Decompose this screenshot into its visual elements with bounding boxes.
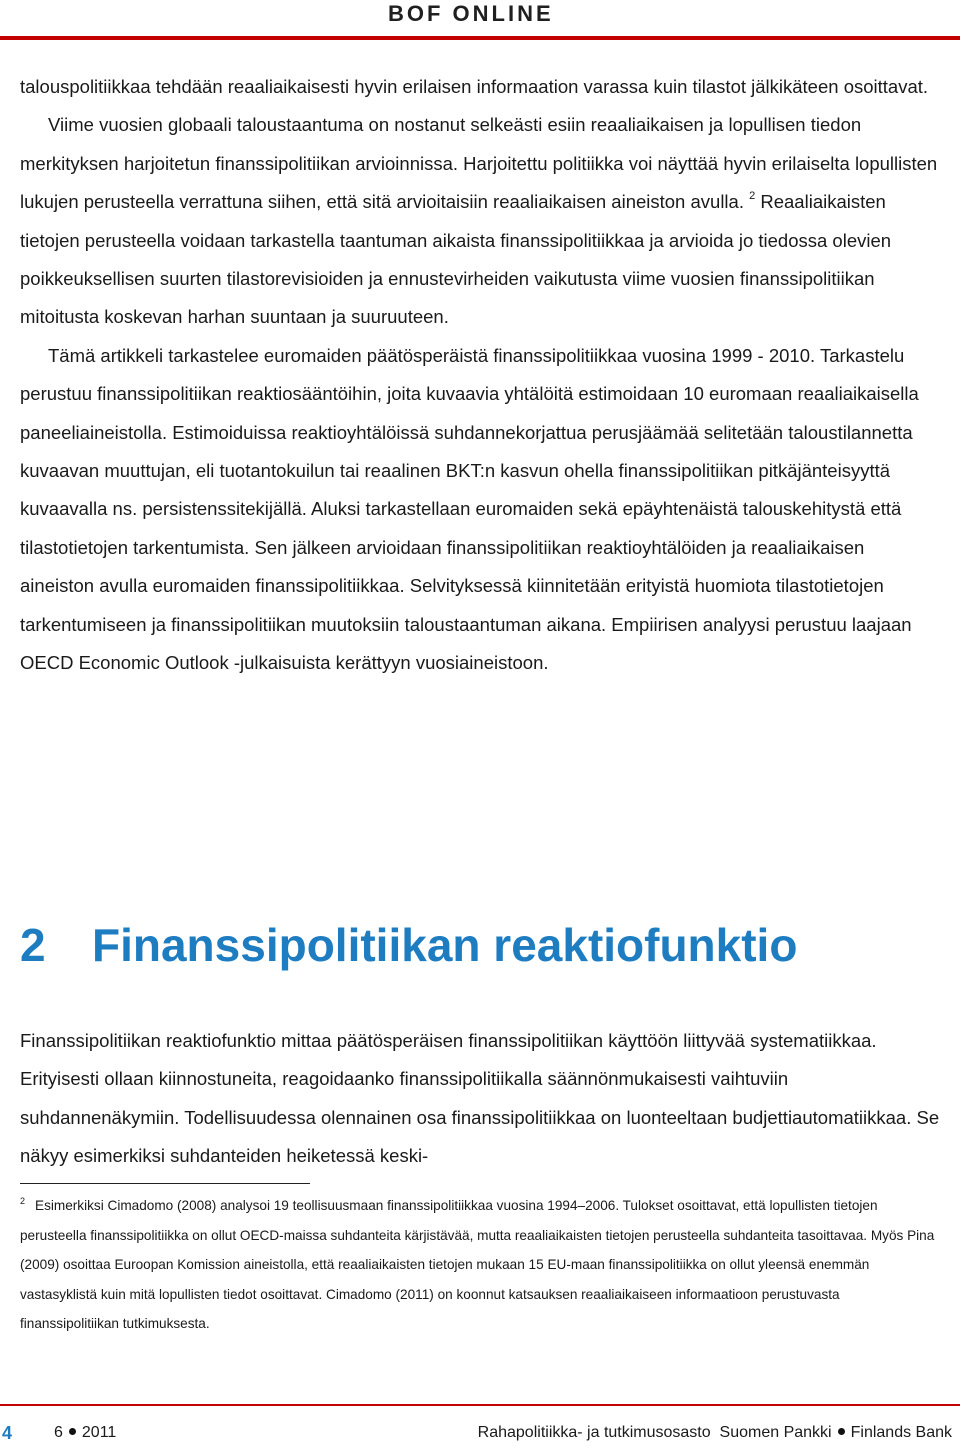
issue-number: 6 bbox=[54, 1424, 63, 1441]
bullet-icon bbox=[838, 1428, 845, 1435]
intro-paragraph-2 bbox=[20, 106, 940, 336]
footnote-divider bbox=[20, 1183, 310, 1184]
footnote-text: Esimerkiksi Cimadomo (2008) analysoi 19 teollisuusmaan finanssipolitiikkaa vuosina 1994–2006. Tulokset osoittavat, että lopullisten tietojen perusteella finanssipolitiikka on ollut OECD-maissa suhdanteita kärjistävää, mutta reaaliaikaisten tietojen perusteella suhdanteita tasoittavaa. Myös Pina (2009) osoittaa Euroopan Komission aineistolla, että reaaliaikaisten tietojen mukaan 15 EU-maan finanssipolitiikka on ollut yleensä enemmän vastasyklistä kuin mitä lopullisten tiedot osoittavat. Cimadomo (2011) on koonnut katsauksen reaaliaikaiseen informaatioon perustuvasta finanssipolitiikan tutkimuksesta. bbox=[20, 1198, 935, 1332]
intro-paragraph-2-part-1: Viime vuosien globaali taloustaantuma on nostanut selkeästi esiin reaaliaikaisen ja lopullisen tiedon merkityksen harjoitetun finanssipolitiikan arvioinnissa. Harjoitettu politiikka voi näyttää hyvin erilaiselta lopullisten lukujen perusteella verrattuna siihen, että sitä arvioitaisiin reaaliaikaisen aineiston avulla. bbox=[20, 114, 938, 213]
footnote-marker: 2 bbox=[20, 1196, 26, 1206]
section-heading bbox=[20, 915, 797, 975]
issue-year: 2011 bbox=[81, 1424, 117, 1441]
intro-paragraph-1: talouspolitiikkaa tehdään reaaliaikaisesti hyvin erilaisen informaation varassa kuin tilastot jälkikäteen osoittavat. bbox=[20, 76, 929, 97]
issue-info bbox=[54, 1418, 116, 1448]
section-title: Finanssipolitiikan reaktiofunktio bbox=[92, 919, 798, 971]
intro-paragraph-2-part-2: Reaaliaikaisten tietojen perusteella voidaan tarkastella taantuman aikaista finanssipolitiikkaa ja arvioida jo tiedossa olevien poikkeuksellisen suurten tilastorevisioiden ja ennustevirheiden vaikutusta viime vuosien finanssipolitiikan mitoitusta koskevan harhan suuntaan ja suuruuteen. bbox=[20, 191, 892, 328]
intro-paragraph-3: Tämä artikkeli tarkastelee euromaiden päätösperäistä finanssipolitiikkaa vuosina 1999 - 2010. Tarkastelu perustuu finanssipolitiikan reaktiosääntöihin, joita kuvaavia yhtälöitä estimoidaan 10 euromaan reaaliaikaisella paneeliaineistolla. Estimoiduissa reaktioyhtälöissä suhdannekorjattua perusjäämää selitetään taloustilannetta kuvaavan muuttujan, eli tuotantokuilun tai reaalinen BKT:n kasvun ohella finanssipolitiikan pitkäjänteisyyttä kuvaavalla ns. persistenssitekijällä. Aluksi tarkastellaan euromaiden sekä epäyhtenäistä talouskehitystä että tilastotietojen tarkentumista. Sen jälkeen arvioidaan finanssipolitiikan reaktioyhtälöiden ja reaaliaikaisen aineiston avulla euromaiden finanssipolitiikkaa. Selvityksessä kiinnitetään erityistä huomiota tilastotietojen tarkentumiseen ja finanssipolitiikan muutoksiin taloustaantuman aikana. Empiirisen analyysi perustuu laajaan OECD Economic Outlook -julkaisuista kerättyyn vuosiaineistoon. bbox=[20, 344, 919, 674]
page-number: 4 bbox=[2, 1423, 13, 1443]
bank-name-sv: Finlands Bank bbox=[850, 1424, 952, 1441]
header-divider bbox=[0, 36, 960, 40]
bank-name-fi: Suomen Pankki bbox=[719, 1424, 832, 1441]
footnote-reference[interactable]: 2 bbox=[749, 190, 756, 203]
footnote bbox=[20, 1191, 940, 1339]
section-body bbox=[20, 1022, 940, 1176]
bullet-icon bbox=[69, 1428, 76, 1435]
page-header bbox=[0, 0, 960, 30]
section-number: 2 bbox=[20, 919, 46, 971]
publisher-info bbox=[478, 1418, 952, 1448]
section-paragraph: Finanssipolitiikan reaktiofunktio mittaa päätösperäisen finanssipolitiikan käyttöön liittyvää systematiikkaa. Erityisesti ollaan kiinnostuneita, reagoidaanko finanssipolitiikalla säännönmukaisesti vaihtuviin suhdannenäkymiin. Todellisuudessa olennainen osa finanssipolitiikkaa on luonteeltaan budjettiautomatiikkaa. Se näkyy esimerkiksi suhdanteiden heiketessä keski- bbox=[20, 1030, 940, 1167]
article-intro bbox=[20, 68, 940, 683]
publication-title: BOF ONLINE bbox=[388, 1, 554, 26]
department-name: Rahapolitiikka- ja tutkimusosasto bbox=[477, 1424, 711, 1441]
footer-divider bbox=[0, 1404, 960, 1406]
page-footer bbox=[0, 1418, 960, 1448]
